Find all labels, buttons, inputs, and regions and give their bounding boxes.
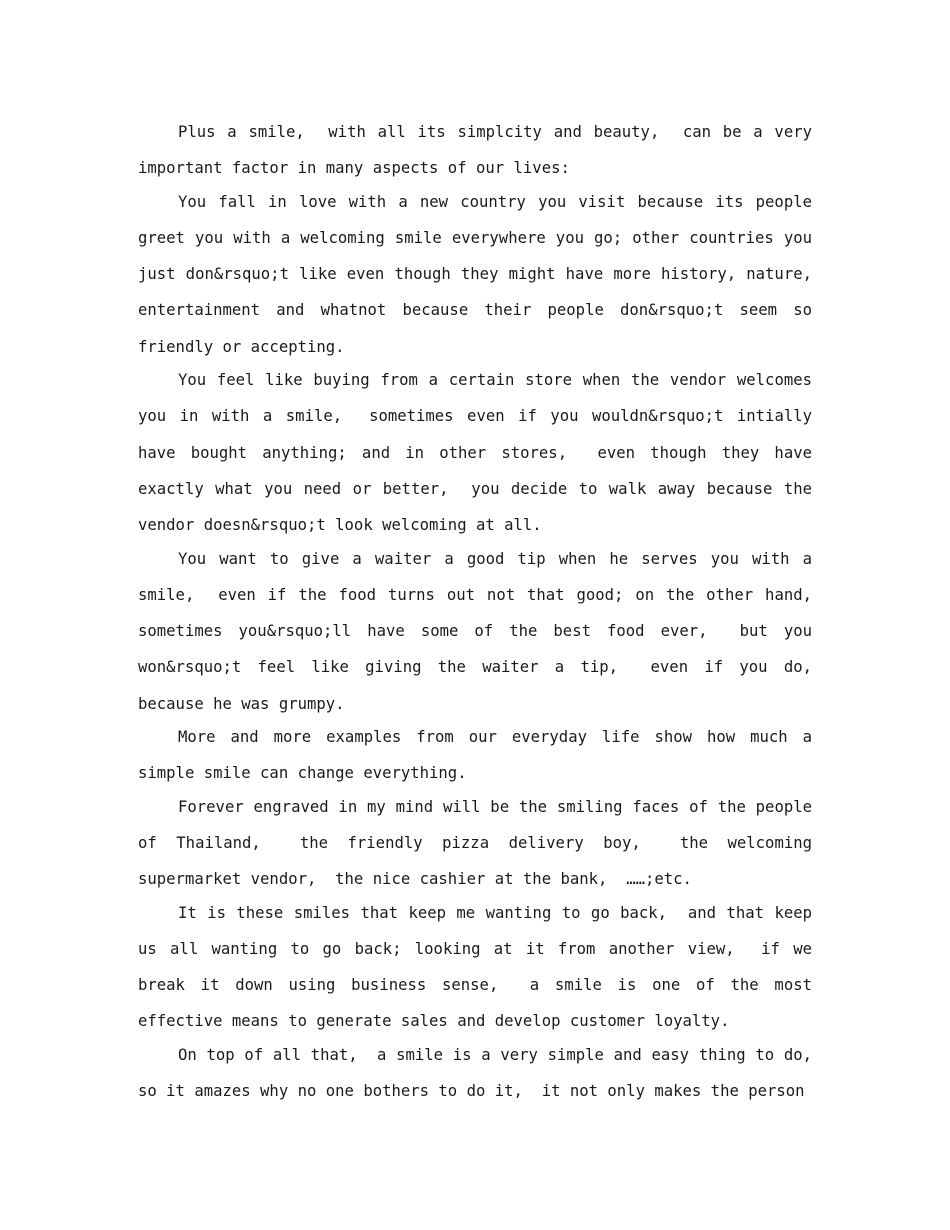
paragraph-4: You want to give a waiter a good tip when he serves you with a smile, even if the food turns out not that good; on the other hand, sometimes you&rsquo;ll have some of the best food ever, but you won&rsquo;t feel like giving the waiter a tip, even if you do, because he was grumpy. — [138, 549, 831, 713]
paragraph-6: Forever engraved in my mind will be the smiling faces of the people of Thailand, the friendly pizza delivery boy, the welcoming supermarket vendor, the nice cashier at the bank, ……;etc. — [138, 797, 822, 889]
paragraph-7: It is these smiles that keep me wanting to go back, and that keep us all wanting to go back; looking at it from another view, if we break it down using business sense, a smile is one of the most effective means to generate sales and develop customer loyalty. — [138, 903, 822, 1031]
paragraph-1: Plus a smile, with all its simplcity and beauty, can be a very important factor in many aspects of our lives: — [138, 123, 822, 178]
paragraph-8: On top of all that, a smile is a very simple and easy thing to do, so it amazes why no one bothers to do it, it not only makes the person — [138, 1045, 831, 1101]
paragraph-5: More and more examples from our everyday life show how much a simple smile can change everything. — [138, 728, 822, 783]
document-page — [138, 114, 831, 1106]
paragraph-3: You feel like buying from a certain store when the vendor welcomes you in with a smile, sometimes even if you wouldn&rsquo;t intially have bought anything; and in other stores, even though they have exactly what you need or better, you decide to walk away because the vendor doesn&rsquo;t look welcoming at all. — [138, 371, 822, 535]
paragraph-2: You fall in love with a new country you visit because its people greet you with a welcoming smile everywhere you go; other countries you just don&rsquo;t like even though they might have more history, nature, entertainment and whatnot because their people don&rsquo;t seem so friendly or accepting. — [138, 192, 831, 356]
